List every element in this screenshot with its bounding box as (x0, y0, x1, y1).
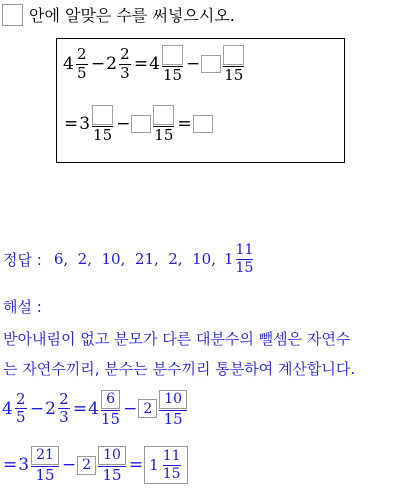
problem-line-1 (63, 45, 246, 84)
minus-sign: − (116, 114, 131, 135)
answer-blank[interactable] (193, 115, 213, 133)
filled-answer-box-mixed (144, 446, 187, 484)
denominator: 15 (235, 259, 254, 276)
equals-sign: = (64, 114, 79, 135)
equals-sign: = (72, 398, 88, 419)
equals-sign: = (128, 455, 144, 476)
denominator: 5 (77, 63, 87, 82)
problem-line-2 (63, 105, 213, 144)
whole-number: 4 (88, 398, 99, 419)
explanation-line-1: 받아내림이 없고 분모가 다른 대분수의 뺄셈은 자연수 (3, 330, 351, 348)
instruction-text: 안에 알맞은 수를 써넣으시오. (29, 6, 235, 25)
minus-sign: − (123, 398, 138, 419)
whole-number: 3 (79, 114, 91, 135)
answer-blank[interactable] (223, 45, 244, 65)
denominator: 15 (93, 126, 113, 144)
denominator: 15 (224, 66, 244, 84)
answer-blank[interactable] (201, 55, 221, 73)
minus-sign: − (90, 54, 106, 75)
answer-blank-legend-box (2, 4, 23, 26)
answer-blank[interactable] (92, 105, 113, 125)
fraction: $\frac{11}{15}$ (162, 448, 181, 482)
filled-answer-box: 2 (138, 399, 157, 418)
whole-number: 4 (2, 398, 13, 419)
whole-number: 2 (45, 398, 56, 419)
fraction (223, 45, 244, 84)
whole-number: 2 (106, 54, 117, 75)
fraction (153, 105, 174, 144)
explanation-line-2: 는 자연수끼리, 분수는 분수끼리 통분하여 계산합니다. (3, 360, 356, 378)
whole-number: 3 (18, 455, 30, 476)
fraction: $\frac{10}{15}$ (159, 390, 187, 428)
whole-number: 4 (149, 54, 160, 75)
explanation-label: 해설 : (3, 298, 42, 316)
problem-box (56, 38, 345, 163)
denominator: 3 (120, 63, 130, 82)
whole-number: 4 (63, 54, 74, 75)
numerator: 11 (235, 242, 254, 258)
answer-final-fraction (236, 243, 254, 275)
denominator: 15 (154, 126, 174, 144)
equals-sign: = (133, 54, 149, 75)
minus-sign: − (185, 54, 201, 75)
whole-number: 1 (149, 456, 159, 475)
answer-blank[interactable] (162, 45, 183, 65)
filled-answer-box: 21 (31, 446, 59, 465)
minus-sign: − (29, 398, 45, 419)
fraction: $\frac{2}{3}$ (59, 389, 69, 427)
answer-values: 6, 2, 10, 21, 2, 10, (53, 250, 216, 269)
fraction: $\frac{10}{15}$ (98, 446, 126, 484)
fraction (76, 47, 88, 82)
fraction (92, 105, 113, 144)
numerator: 2 (120, 45, 130, 64)
filled-answer-box: 6 (101, 390, 120, 409)
solution-line-1 (2, 390, 189, 428)
solution-line-2 (2, 446, 188, 484)
answer-line (3, 243, 255, 275)
fraction (162, 45, 183, 84)
answer-blank[interactable] (153, 105, 174, 125)
fraction: $\frac{2}{5}$ (16, 389, 26, 427)
filled-answer-box: 10 (98, 446, 126, 465)
equals-sign: = (3, 455, 18, 476)
answer-label: 정답 : (3, 250, 42, 269)
denominator: 15 (162, 66, 183, 84)
minus-sign: − (61, 455, 77, 476)
filled-answer-box: 10 (159, 390, 187, 409)
fraction: $\frac{21}{15}$ (31, 446, 59, 484)
answer-final-whole: 1 (224, 250, 234, 269)
answer-blank[interactable] (131, 115, 151, 133)
filled-answer-box: 2 (77, 456, 96, 475)
equals-sign: = (177, 114, 192, 135)
fraction: $\frac{6}{15}$ (100, 391, 121, 428)
fraction (119, 47, 131, 82)
numerator: 2 (77, 45, 87, 64)
